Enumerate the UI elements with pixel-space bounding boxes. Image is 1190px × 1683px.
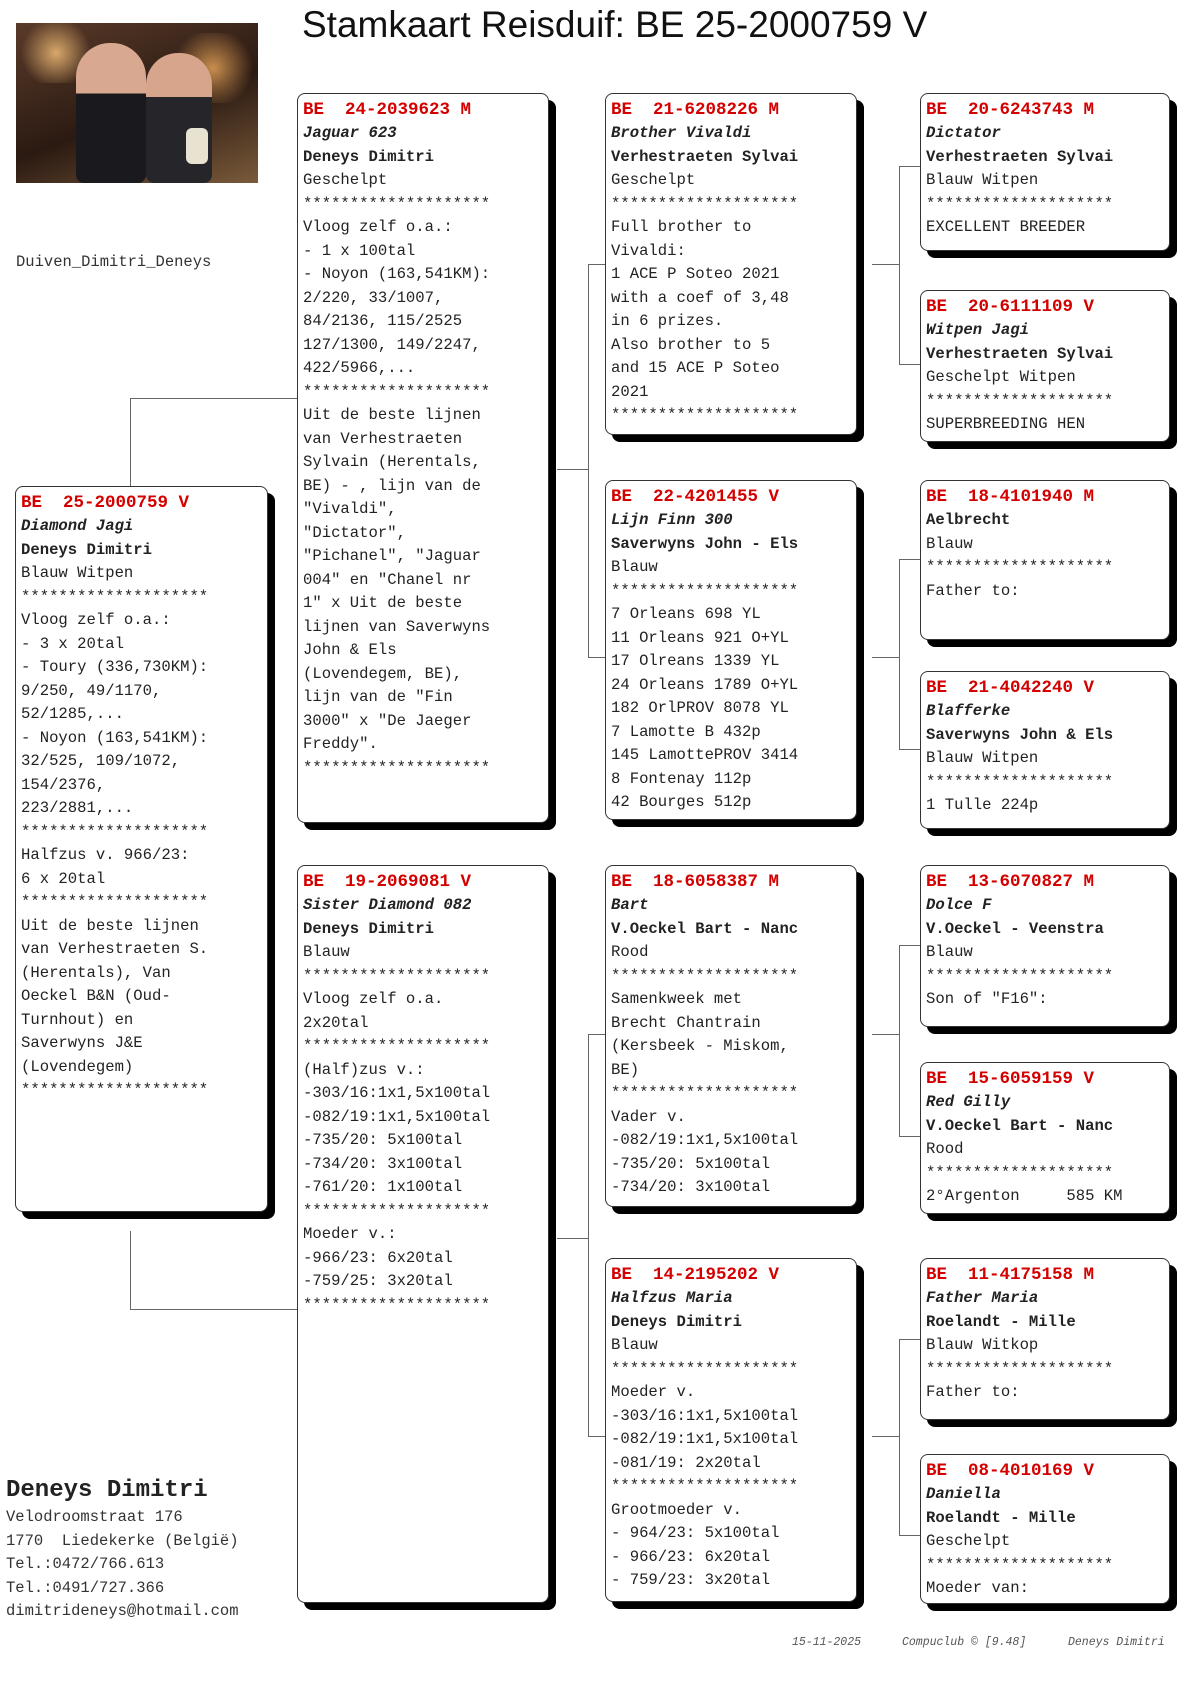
connector-line: [588, 264, 606, 265]
pigeon-name: Dolce F: [926, 896, 992, 914]
pigeon-note-line: 7 Lamotte B 432p: [611, 722, 761, 741]
pigeon-card-mmm: [920, 1454, 1170, 1604]
pigeon-note-line: Father to:: [926, 581, 1020, 600]
pigeon-note-line: 3000" x "De Jaeger: [303, 711, 472, 730]
pigeon-note-line: 127/1300, 149/2247,: [303, 335, 481, 354]
pigeon-note-line: 1 Tulle 224p: [926, 796, 1039, 814]
pigeon-note-line: 2021: [611, 382, 649, 401]
connector-line: [899, 166, 900, 364]
pigeon-note-line: ********************: [926, 558, 1114, 576]
connector-line: [899, 945, 900, 1136]
pigeon-breeder: Deneys Dimitri: [21, 540, 153, 559]
pigeon-note-line: EXCELLENT BREEDER: [926, 218, 1086, 236]
pigeon-name: Father Maria: [926, 1289, 1039, 1307]
pigeon-note-line: with a coef of 3,48: [611, 288, 789, 307]
pigeon-note-line: 17 Olreans 1339 YL: [611, 652, 780, 670]
pigeon-note-line: ********************: [21, 893, 209, 911]
pigeon-note-line: ********************: [611, 194, 799, 213]
pigeon-color: Geschelpt: [611, 171, 696, 189]
pigeon-note-line: - 759/23: 3x20tal: [611, 1571, 771, 1589]
connector-line: [872, 1034, 899, 1035]
pigeon-ring-number: BE 25-2000759 V: [21, 493, 190, 513]
pigeon-note-line: 145 LamottePROV 3414: [611, 746, 799, 764]
pigeon-note-line: ********************: [303, 758, 491, 777]
pigeon-note-line: Moeder v.:: [303, 1225, 397, 1243]
pigeon-name: Diamond Jagi: [21, 517, 134, 535]
pigeon-note-line: -734/20: 3x100tal: [611, 1178, 771, 1196]
pigeon-ring-number: BE 22-4201455 V: [611, 487, 780, 507]
owner-phone-2: Tel.:0491/727.366: [6, 1578, 165, 1597]
pigeon-note-line: -735/20: 5x100tal: [611, 1154, 771, 1173]
pigeon-card-fmf: [920, 480, 1170, 640]
pigeon-ring-number: BE 21-4042240 V: [926, 678, 1095, 698]
watermark-text: Duiven_Dimitri_Deneys: [16, 253, 212, 271]
pigeon-note-line: 2x20tal: [303, 1013, 369, 1032]
pigeon-card-mfm: [920, 1062, 1170, 1214]
pigeon-note-line: 6 x 20tal: [21, 869, 106, 888]
pigeon-note-line: - 966/23: 6x20tal: [611, 1547, 771, 1566]
pigeon-note-line: -303/16:1x1,5x100tal: [611, 1406, 799, 1425]
pigeon-breeder: Roelandt - Mille: [926, 1312, 1076, 1331]
connector-line: [130, 1231, 131, 1309]
pigeon-ring-number: BE 21-6208226 M: [611, 100, 780, 120]
pigeon-note-line: 422/5966,...: [303, 359, 416, 377]
pigeon-note-line: John & Els: [303, 641, 397, 659]
pigeon-note-line: van Verhestraeten: [303, 429, 463, 448]
pigeon-note-line: Vivaldi:: [611, 241, 686, 260]
pigeon-note-line: ********************: [21, 822, 209, 841]
pigeon-name: Halfzus Maria: [611, 1289, 733, 1307]
pigeon-note-line: Also brother to 5: [611, 335, 771, 354]
pigeon-name: Lijn Finn 300: [611, 511, 733, 529]
connector-line: [588, 1034, 589, 1436]
connector-line: [130, 1309, 298, 1310]
pigeon-note-line: (Half)zus v.:: [303, 1060, 425, 1079]
pigeon-note-line: van Verhestraeten S.: [21, 940, 209, 958]
pigeon-color: Geschelpt: [926, 1532, 1011, 1550]
pigeon-breeder: Aelbrecht: [926, 511, 1011, 529]
pigeon-note-line: Brecht Chantrain: [611, 1013, 761, 1032]
pigeon-ring-number: BE 24-2039623 M: [303, 100, 472, 120]
pigeon-note-line: (Lovendegem): [21, 1057, 134, 1076]
pigeon-card-father: [297, 93, 549, 823]
pigeon-note-line: Uit de beste lijnen: [21, 916, 199, 935]
pigeon-note-line: Oeckel B&N (Oud-: [21, 987, 171, 1005]
pigeon-card-fmm: [920, 671, 1170, 829]
pigeon-note-line: (Kersbeek - Miskom,: [611, 1037, 789, 1055]
connector-line: [899, 364, 921, 365]
pigeon-note-line: ********************: [303, 1201, 491, 1220]
pigeon-note-line: - 3 x 20tal: [21, 634, 124, 653]
pigeon-color: Blauw Witpen: [926, 171, 1039, 189]
pigeon-color: Geschelpt: [303, 171, 388, 189]
pigeon-note-line: Grootmoeder v.: [611, 1500, 743, 1519]
pigeon-card-mother: [297, 865, 549, 1603]
pigeon-note-line: lijnen van Saverwyns: [303, 617, 491, 636]
pigeon-card-mmf: [920, 1258, 1170, 1420]
pigeon-breeder: Verhestraeten Sylvai: [611, 147, 799, 166]
pigeon-note-line: Saverwyns J&E: [21, 1034, 143, 1052]
connector-line: [130, 398, 298, 399]
pigeon-note-line: (Herentals), Van: [21, 963, 171, 982]
pigeon-note-line: ********************: [926, 1555, 1114, 1574]
pigeon-note-line: ********************: [303, 966, 491, 985]
pigeon-card-mff: [920, 865, 1170, 1027]
connector-line: [557, 469, 588, 470]
pigeon-note-line: -735/20: 5x100tal: [303, 1131, 463, 1149]
pigeon-note-line: 004" en "Chanel nr: [303, 570, 472, 589]
pigeon-color: Blauw: [926, 534, 973, 553]
pigeon-note-line: ********************: [611, 1477, 799, 1495]
connector-line: [899, 1136, 921, 1137]
connector-line: [899, 1339, 900, 1535]
pigeon-note-line: Full brother to: [611, 218, 752, 236]
pigeon-ring-number: BE 20-6243743 M: [926, 100, 1095, 120]
pigeon-color: Blauw Witpen: [926, 749, 1039, 767]
pigeon-color: Geschelpt Witpen: [926, 368, 1076, 386]
pigeon-note-line: Halfzus v. 966/23:: [21, 846, 190, 864]
footer-date: 15-11-2025: [792, 1636, 862, 1649]
footer-user: Deneys Dimitri: [1068, 1636, 1165, 1649]
pigeon-breeder: V.Oeckel - Veenstra: [926, 919, 1104, 938]
pigeon-note-line: 42 Bourges 512p: [611, 793, 752, 811]
pigeon-breeder: Deneys Dimitri: [611, 1312, 743, 1331]
pigeon-note-line: 52/1285,...: [21, 705, 124, 723]
pigeon-ring-number: BE 18-6058387 M: [611, 872, 780, 892]
pigeon-breeder: V.Oeckel Bart - Nanc: [926, 1116, 1114, 1135]
pigeon-note-line: ********************: [611, 406, 799, 424]
pigeon-note-line: ********************: [926, 1359, 1114, 1378]
pigeon-color: Rood: [926, 1140, 964, 1158]
pigeon-ring-number: BE 20-6111109 V: [926, 297, 1095, 317]
pigeon-note-line: BE) - , lijn van de: [303, 476, 481, 495]
owner-phone-1: Tel.:0472/766.613: [6, 1555, 165, 1573]
pigeon-note-line: Son of "F16":: [926, 990, 1048, 1008]
pigeon-note-line: -081/19: 2x20tal: [611, 1453, 761, 1472]
pigeon-card-mf: [605, 865, 857, 1207]
connector-line: [899, 559, 900, 749]
owner-address: Velodroomstraat 176: [6, 1508, 183, 1526]
connector-line: [899, 559, 921, 560]
pigeon-note-line: "Vivaldi",: [303, 500, 397, 518]
pigeon-name: Dictator: [926, 124, 1001, 142]
pigeon-breeder: Saverwyns John & Els: [926, 725, 1114, 744]
pigeon-note-line: Moeder van:: [926, 1579, 1029, 1597]
pigeon-note-line: Sylvain (Herentals,: [303, 453, 481, 471]
pigeon-note-line: in 6 prizes.: [611, 312, 724, 330]
pigeon-breeder: Roelandt - Mille: [926, 1508, 1076, 1527]
footer-software: Compuclub © [9.48]: [902, 1636, 1027, 1649]
pigeon-note-line: 182 OrlPROV 8078 YL: [611, 699, 789, 717]
pigeon-breeder: Verhestraeten Sylvai: [926, 344, 1114, 363]
pigeon-note-line: ********************: [611, 581, 799, 600]
pigeon-ring-number: BE 14-2195202 V: [611, 1265, 780, 1285]
pigeon-note-line: "Pichanel", "Jaguar: [303, 547, 481, 565]
owner-email[interactable]: dimitrideneys@hotmail.com: [6, 1602, 239, 1620]
pigeon-note-line: ********************: [303, 1037, 491, 1055]
pigeon-note-line: ********************: [21, 587, 209, 606]
pigeon-note-line: - 964/23: 5x100tal: [611, 1524, 780, 1542]
pigeon-note-line: ********************: [303, 1295, 491, 1314]
pigeon-color: Blauw Witpen: [21, 564, 134, 582]
connector-line: [899, 749, 921, 750]
pigeon-note-line: lijn van de "Fin: [303, 688, 453, 706]
pigeon-breeder: Saverwyns John - Els: [611, 534, 799, 553]
pigeon-name: Bart: [611, 896, 649, 914]
pigeon-note-line: 2°Argenton 585 KM: [926, 1187, 1123, 1205]
pigeon-note-line: Father to:: [926, 1383, 1020, 1401]
connector-line: [899, 945, 921, 946]
connector-line: [588, 657, 606, 658]
pigeon-note-line: and 15 ACE P Soteo: [611, 359, 780, 377]
connector-line: [588, 1034, 606, 1035]
pigeon-card-ffm: [920, 290, 1170, 442]
pigeon-note-line: - Noyon (163,541KM):: [21, 728, 209, 747]
pigeon-note-line: ********************: [611, 1084, 799, 1102]
pigeon-note-line: -082/19:1x1,5x100tal: [611, 1430, 799, 1448]
pigeon-note-line: ********************: [611, 966, 799, 985]
pigeon-note-line: Vloog zelf o.a.:: [303, 218, 453, 236]
page-title: Stamkaart Reisduif: BE 25-2000759 V: [302, 4, 928, 45]
connector-line: [899, 166, 921, 167]
pigeon-name: Jaguar 623: [303, 124, 397, 142]
pigeon-note-line: SUPERBREEDING HEN: [926, 415, 1086, 433]
connector-line: [557, 1238, 588, 1239]
pigeon-note-line: ********************: [926, 1163, 1114, 1182]
pigeon-note-line: ********************: [926, 966, 1114, 985]
pigeon-ring-number: BE 15-6059159 V: [926, 1069, 1095, 1089]
pigeon-note-line: ********************: [926, 194, 1114, 213]
pigeon-breeder: Verhestraeten Sylvai: [926, 147, 1114, 166]
pigeon-note-line: Turnhout) en: [21, 1010, 134, 1029]
pigeon-breeder: Deneys Dimitri: [303, 919, 435, 938]
pigeon-note-line: Samenkweek met: [611, 990, 743, 1008]
pigeon-name: Brother Vivaldi: [611, 124, 752, 142]
pigeon-note-line: 2/220, 33/1007,: [303, 288, 444, 307]
pigeon-note-line: ********************: [303, 382, 491, 401]
connector-line: [872, 264, 899, 265]
connector-line: [899, 1535, 921, 1536]
pigeon-card-fm: [605, 480, 857, 820]
pigeon-note-line: ********************: [611, 1359, 799, 1378]
pigeon-card-ff: [605, 93, 857, 435]
connector-line: [872, 1436, 899, 1437]
pigeon-note-line: (Lovendegem, BE),: [303, 664, 463, 683]
pigeon-note-line: Vader v.: [611, 1107, 686, 1126]
pigeon-note-line: - Noyon (163,541KM):: [303, 265, 491, 283]
pigeon-note-line: "Dictator",: [303, 523, 406, 542]
pigeon-note-line: BE): [611, 1060, 640, 1079]
pigeon-note-line: -082/19:1x1,5x100tal: [611, 1131, 799, 1149]
pigeon-color: Blauw: [303, 943, 350, 961]
pigeon-note-line: ********************: [926, 391, 1114, 410]
pigeon-color: Blauw: [611, 558, 658, 576]
pigeon-name: Daniella: [926, 1485, 1001, 1503]
pigeon-note-line: Uit de beste lijnen: [303, 406, 481, 424]
pigeon-name: Blafferke: [926, 702, 1011, 720]
pigeon-color: Blauw Witkop: [926, 1336, 1039, 1354]
pigeon-note-line: ********************: [21, 1081, 209, 1099]
owner-city: 1770 Liedekerke (België): [6, 1531, 239, 1550]
pigeon-ring-number: BE 11-4175158 M: [926, 1265, 1095, 1285]
pigeon-card-fff: [920, 93, 1170, 251]
pigeon-note-line: - 1 x 100tal: [303, 241, 416, 260]
pigeon-name: Sister Diamond 082: [303, 896, 472, 914]
pigeon-breeder: Deneys Dimitri: [303, 147, 435, 166]
pigeon-note-line: 154/2376,: [21, 775, 106, 794]
pigeon-note-line: 8 Fontenay 112p: [611, 769, 752, 788]
pigeon-color: Blauw: [611, 1336, 658, 1354]
pigeon-name: Witpen Jagi: [926, 321, 1029, 339]
pigeon-note-line: 223/2881,...: [21, 799, 134, 817]
pigeon-note-line: - Toury (336,730KM):: [21, 658, 209, 676]
owner-info: [6, 1476, 239, 1624]
pigeon-note-line: 11 Orleans 921 O+YL: [611, 628, 789, 647]
pigeon-note-line: 9/250, 49/1170,: [21, 681, 162, 700]
owner-photo: [16, 23, 258, 183]
pigeon-note-line: -761/20: 1x100tal: [303, 1178, 463, 1196]
pigeon-note-line: 7 Orleans 698 YL: [611, 605, 761, 623]
pigeon-color: Blauw: [926, 943, 973, 961]
pigeon-note-line: 1 ACE P Soteo 2021: [611, 265, 780, 283]
pigeon-name: Red Gilly: [926, 1093, 1011, 1111]
pigeon-note-line: -734/20: 3x100tal: [303, 1154, 463, 1173]
pigeon-note-line: -082/19:1x1,5x100tal: [303, 1107, 491, 1126]
pigeon-note-line: Vloog zelf o.a.: [303, 990, 444, 1008]
pigeon-note-line: -966/23: 6x20tal: [303, 1248, 453, 1267]
pigeon-note-line: -303/16:1x1,5x100tal: [303, 1084, 491, 1102]
connector-line: [130, 398, 131, 490]
pigeon-ring-number: BE 18-4101940 M: [926, 487, 1095, 507]
connector-line: [899, 1339, 921, 1340]
pigeon-note-line: Moeder v.: [611, 1383, 696, 1401]
owner-name: Deneys Dimitri: [6, 1477, 208, 1504]
pigeon-note-line: -759/25: 3x20tal: [303, 1272, 453, 1290]
pigeon-note-line: Freddy".: [303, 735, 378, 753]
connector-line: [588, 264, 589, 657]
pigeon-ring-number: BE 13-6070827 M: [926, 872, 1095, 892]
pigeon-card-main: [15, 486, 268, 1212]
pigeon-note-line: 84/2136, 115/2525: [303, 312, 463, 330]
connector-line: [872, 657, 899, 658]
pigeon-note-line: ********************: [926, 772, 1114, 791]
connector-line: [588, 1436, 606, 1437]
pigeon-color: Rood: [611, 943, 649, 961]
pigeon-breeder: V.Oeckel Bart - Nanc: [611, 919, 799, 938]
pigeon-card-mm: [605, 1258, 857, 1602]
pigeon-ring-number: BE 08-4010169 V: [926, 1461, 1095, 1481]
pigeon-note-line: 1" x Uit de beste: [303, 594, 463, 612]
pigeon-note-line: ********************: [303, 194, 491, 213]
pigeon-ring-number: BE 19-2069081 V: [303, 872, 472, 892]
pigeon-note-line: 32/525, 109/1072,: [21, 752, 181, 770]
pigeon-note-line: 24 Orleans 1789 O+YL: [611, 675, 799, 694]
pigeon-note-line: Vloog zelf o.a.:: [21, 611, 171, 629]
